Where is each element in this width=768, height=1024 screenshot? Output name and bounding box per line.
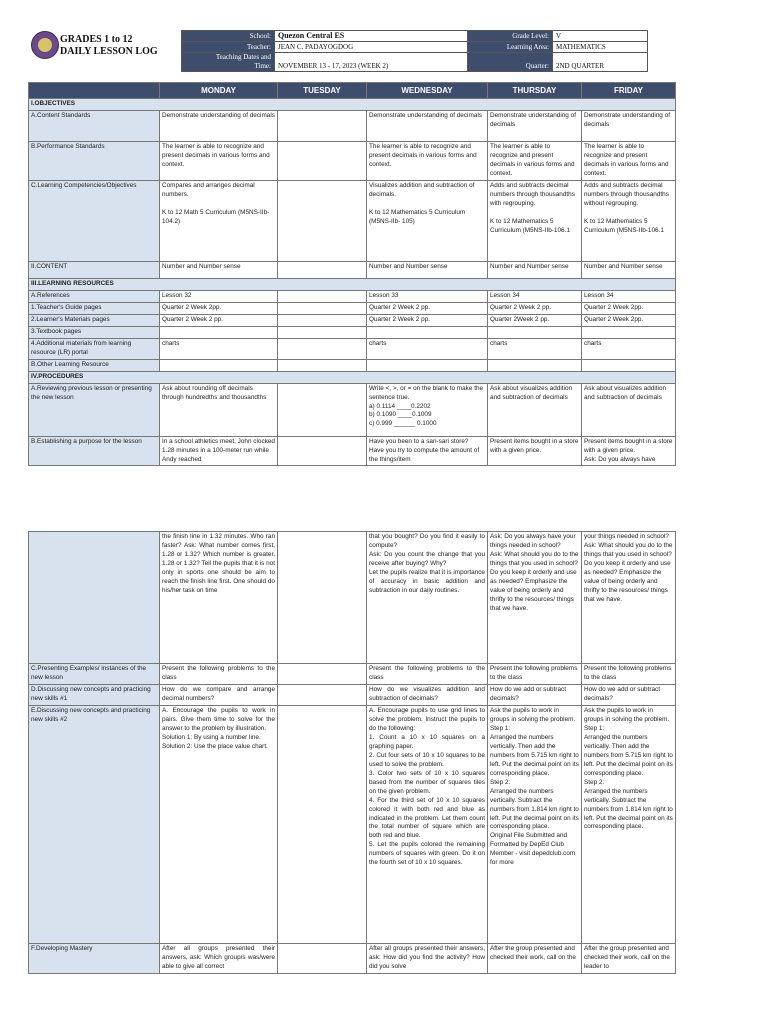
cell-tuesday: [278, 684, 367, 705]
cell-friday: Present items bought in a store with a given price. Ask: Do you always have: [582, 436, 676, 466]
cell-monday: After all groups presented their answers, ask: Which group/s was/were able to give all correct: [160, 943, 278, 973]
cell-wednesday: Quarter 2 Week 2 pp.: [367, 302, 488, 314]
quarter-label: Quarter:: [468, 53, 553, 72]
day-header-thursday: THURSDAY: [488, 83, 582, 99]
page1-row: [29, 180, 676, 261]
page1-row: [29, 99, 676, 111]
lesson-log-table-page1: [28, 82, 676, 466]
cell-tuesday: [278, 180, 367, 261]
cell-monday: the finish line in 1.32 minutes. Who ran faster? Ask: What number comes first, 1.28 or 1.32? Which number is greater, 1.28 or 1.32? Tell the pupils that it is not only in sports one should be aim to reach the finish line first. One should do his/her task on time: [160, 532, 278, 664]
cell-monday: Number and Number sense: [160, 261, 278, 278]
page1-row: [29, 359, 676, 371]
cell-friday: Present the following problems to the class: [582, 664, 676, 685]
day-header-tuesday: TUESDAY: [278, 83, 367, 99]
cell-friday: Ask the pupils to work in groups in solving the problem. Step 1: Arranged the numbers vertically. Then add the numbers from 5.715 km right to left. Put the decimal point on its corresponding place. Step 2: Arranged the numbers vertically. Subtract the numbers from 1.814 km right to left. Put the decimal point on its corresponding place.: [582, 705, 676, 943]
area-label: Learning Area:: [468, 42, 553, 53]
cell-tuesday: [278, 302, 367, 314]
cell-wednesday: charts: [367, 338, 488, 359]
cell-thursday: Present items bought in a store with a given price.: [488, 436, 582, 466]
cell-friday: [582, 359, 676, 371]
row-label: B.Other Learning Resource: [29, 359, 160, 371]
row-label: A.References: [29, 290, 160, 302]
cell-friday: charts: [582, 338, 676, 359]
cell-tuesday: [278, 314, 367, 326]
dates-label-line1: Teaching Dates and: [215, 53, 271, 61]
dates-label-line2: Time:: [254, 62, 271, 70]
page1-row: [29, 371, 676, 383]
cell-monday: In a school athletics meet, John clocked 1.28 minutes in a 100-meter run while Andy reached: [160, 436, 278, 466]
row-label: II.CONTENT: [29, 261, 160, 278]
cell-wednesday: Write <, >, or = on the blank to make the sentence true. a) 0.1114 ____0.2202 b) 0.1090 ____0.1009 c) 0.999 ______ 0.1000: [367, 383, 488, 436]
form-title-line1: GRADES 1 to 12: [60, 34, 133, 45]
cell-monday: How do we compare and arrange decimal numbers?: [160, 684, 278, 705]
row-label: [29, 532, 160, 664]
page1-row: [29, 383, 676, 436]
cell-thursday: Ask about visualizes addition and subtraction of decimals: [488, 383, 582, 436]
school-value: Quezon Central ES: [275, 31, 468, 42]
cell-thursday: Demonstrate understanding of decimals: [488, 110, 582, 141]
dates-label: [182, 53, 275, 72]
row-label: C.Learning Competencies/Objectives: [29, 180, 160, 261]
row-label: 3.Textbook pages: [29, 326, 160, 338]
cell-tuesday: [278, 141, 367, 180]
cell-friday: Adds and subtracts decimal numbers through thousandths without regrouping. K to 12 Mathematics 5 Curriculum (M5NS-IIb-106.1: [582, 180, 676, 261]
cell-wednesday: that you bought? Do you find it easily to compute? Ask: Do you count the change that you receive after buying? Why? Let the pupils realize that it is importance of accuracy in basic addition and subtraction in our daily routines.: [367, 532, 488, 664]
page1-row: [29, 141, 676, 180]
cell-friday: Quarter 2 Week 2pp.: [582, 302, 676, 314]
cell-monday: Quarter 2 Week 2pp.: [160, 302, 278, 314]
page1-row: [29, 338, 676, 359]
section-heading: IV.PROCEDURES: [29, 371, 676, 383]
cell-tuesday: [278, 359, 367, 371]
cell-thursday: After the group presented and checked their work, call on the: [488, 943, 582, 973]
corner-cell: [29, 83, 160, 99]
cell-wednesday: The learner is able to recognize and present decimals in various forms and context.: [367, 141, 488, 180]
cell-friday: Quarter 2 Week 2pp.: [582, 314, 676, 326]
teacher-value: JEAN C. PADAYOGDOG: [275, 42, 468, 53]
cell-monday: A. Encourage the pupils to work in pairs. Give them time to solve for the answer to the problem by illustration. Solution 1: By using a number line. Solution 2: Use the place value chart.: [160, 705, 278, 943]
cell-wednesday: Present the following problems to the class: [367, 664, 488, 685]
row-label: 4.Additional materials from learning resource (LR) portal: [29, 338, 160, 359]
cell-tuesday: [278, 436, 367, 466]
cell-wednesday: A. Encourage pupils to use grid lines to solve the problem. Instruct the pupils to do the following: 1. Count a 10 x 10 squares on a graphing paper. 2. Cut four sets of 10 x 10 squares to be used to solve the problem. 3. Color two sets of 10 x 10 squares based from the number of squares tiles on the given problem. 4. For the third set of 10 x 10 squares colored it with both red and blue as indicated in the problem. Let them count the total number of square which are both red and blue. 5. Let the pupils colored the remaining numbers of squares with green. Do it on the fourth set of 10 x 10 squares.: [367, 705, 488, 943]
cell-wednesday: Lesson 33: [367, 290, 488, 302]
page1-row: [29, 110, 676, 141]
day-header-wednesday: WEDNESDAY: [367, 83, 488, 99]
cell-monday: Present the following problems to the class: [160, 664, 278, 685]
cell-wednesday: [367, 326, 488, 338]
cell-tuesday: [278, 110, 367, 141]
cell-tuesday: [278, 290, 367, 302]
cell-tuesday: [278, 532, 367, 664]
cell-thursday: charts: [488, 338, 582, 359]
teacher-label: Teacher:: [182, 42, 275, 53]
cell-tuesday: [278, 383, 367, 436]
lesson-log-body-page1: [29, 99, 676, 466]
cell-wednesday: Quarter 2 Week 2 pp.: [367, 314, 488, 326]
row-label: B.Establishing a purpose for the lesson: [29, 436, 160, 466]
row-label: 2.Learner's Materials pages: [29, 314, 160, 326]
cell-monday: [160, 326, 278, 338]
cell-friday: Number and Number sense: [582, 261, 676, 278]
cell-tuesday: [278, 705, 367, 943]
cell-wednesday: Number and Number sense: [367, 261, 488, 278]
header-info-table: [181, 30, 648, 72]
cell-friday: How do we add or subtract decimals?: [582, 684, 676, 705]
cell-thursday: Lesson 34: [488, 290, 582, 302]
cell-wednesday: [367, 359, 488, 371]
cell-monday: Lesson 32: [160, 290, 278, 302]
page2-row: [29, 684, 676, 705]
row-label: C.Presenting Examples/ instances of the new lesson: [29, 664, 160, 685]
cell-monday: Quarter 2 Week 2 pp.: [160, 314, 278, 326]
page1-row: [29, 302, 676, 314]
day-header-friday: FRIDAY: [582, 83, 676, 99]
cell-thursday: The learner is able to recognize and present decimals in various forms and context.: [488, 141, 582, 180]
page1-row: [29, 261, 676, 278]
page1-row: [29, 326, 676, 338]
page2-row: [29, 705, 676, 943]
cell-thursday: [488, 326, 582, 338]
page2-row: [29, 532, 676, 664]
cell-tuesday: [278, 943, 367, 973]
form-title-line2: DAILY LESSON LOG: [60, 46, 158, 57]
grade-value: V: [553, 31, 648, 42]
cell-thursday: Number and Number sense: [488, 261, 582, 278]
cell-thursday: [488, 359, 582, 371]
cell-friday: After the group presented and checked their work, call on the leader to: [582, 943, 676, 973]
cell-tuesday: [278, 326, 367, 338]
page2-row: [29, 943, 676, 973]
grade-label: Grade Level:: [468, 31, 553, 42]
cell-monday: Compares and arranges decimal numbers. K to 12 Math 5 Curriculum (M5NS-IIb-104.2): [160, 180, 278, 261]
cell-friday: Ask about visualizes addition and subtraction of decimals: [582, 383, 676, 436]
cell-monday: [160, 359, 278, 371]
cell-tuesday: [278, 338, 367, 359]
page1-row: [29, 278, 676, 290]
row-label: 1.Teacher's Guide pages: [29, 302, 160, 314]
cell-wednesday: Have you been to a sari-sari store? Have you try to compute the amount of the things/item: [367, 436, 488, 466]
lesson-log-body-page2: [29, 532, 676, 974]
day-header-monday: MONDAY: [160, 83, 278, 99]
page1-row: [29, 436, 676, 466]
cell-friday: The learner is able to recognize and present decimals in various forms and context.: [582, 141, 676, 180]
cell-thursday: Ask: Do you always have your things needed in school? Ask: What should you do to the things that you used in school? Do you keep it orderly and use as needed? Emphasize the value of being orderly and thrifty to the resources/ things that we have.: [488, 532, 582, 664]
dates-value: NOVEMBER 13 - 17, 2023 (WEEK 2): [275, 53, 468, 72]
cell-thursday: Quarter 2 Week 2 pp.: [488, 302, 582, 314]
row-label: E.Discussing new concepts and practicing new skills #2: [29, 705, 160, 943]
cell-friday: Demonstrate understanding of decimals: [582, 110, 676, 141]
row-label: B.Performance Standards: [29, 141, 160, 180]
cell-friday: [582, 326, 676, 338]
quarter-value: 2ND QUARTER: [553, 53, 648, 72]
cell-wednesday: How do we visualizes addition and subtraction of decimals?: [367, 684, 488, 705]
row-label: F.Developing Mastery: [29, 943, 160, 973]
section-heading: III.LEARNING RESOURCES: [29, 278, 676, 290]
deped-seal-logo: [31, 31, 59, 59]
cell-thursday: Ask the pupils to work in groups in solving the problem. Step 1: Arranged the numbers vertically. Then add the numbers from 5.715 km right to left. Put the decimal point on its corresponding place. Step 2: Arranged the numbers vertically. Subtract the numbers from 1.814 km right to left. Put the decimal point on its corresponding place. Original File Submitted and Formatted by DepEd Club Member - visit depedclub.com for more: [488, 705, 582, 943]
page2-row: [29, 664, 676, 685]
page1-row: [29, 314, 676, 326]
section-heading: I.OBJECTIVES: [29, 99, 676, 111]
cell-wednesday: Visualizes addition and subtraction of decimals. K to 12 Mathematics 5 Curriculum (M5NS-IIb- 105): [367, 180, 488, 261]
row-label: A.Content Standards: [29, 110, 160, 141]
cell-monday: charts: [160, 338, 278, 359]
school-label: School:: [182, 31, 275, 42]
page1-row: [29, 290, 676, 302]
row-label: A.Reviewing previous lesson or presenting the new lesson: [29, 383, 160, 436]
cell-wednesday: After all groups presented their answers, ask: How did you find the activity? How did you solve: [367, 943, 488, 973]
cell-tuesday: [278, 664, 367, 685]
lesson-log-table-page2: [28, 531, 676, 974]
row-label: D.Discussing new concepts and practicing new skills #1: [29, 684, 160, 705]
cell-thursday: How do we add or subtract decimals?: [488, 684, 582, 705]
area-value: MATHEMATICS: [553, 42, 648, 53]
cell-thursday: Adds and subtracts decimal numbers through thousandths with regrouping. K to 12 Mathematics 5 Curriculum (M5NS-IIb-106.1: [488, 180, 582, 261]
cell-tuesday: [278, 261, 367, 278]
cell-monday: Ask about rounding off decimals through hundredths and thousandths: [160, 383, 278, 436]
cell-friday: your things needed in school? Ask: What should you do to the things that you used in school? Do you keep it orderly and use as needed? Emphasize the value of being orderly and thrifty to the resources/ things that we have.: [582, 532, 676, 664]
cell-thursday: Present the following problems to the class: [488, 664, 582, 685]
cell-friday: Lesson 34: [582, 290, 676, 302]
cell-thursday: Quarter 2Week 2 pp.: [488, 314, 582, 326]
cell-wednesday: Demonstrate understanding of decimals: [367, 110, 488, 141]
cell-monday: The learner is able to recognize and present decimals in various forms and context.: [160, 141, 278, 180]
cell-monday: Demonstrate understanding of decimals: [160, 110, 278, 141]
